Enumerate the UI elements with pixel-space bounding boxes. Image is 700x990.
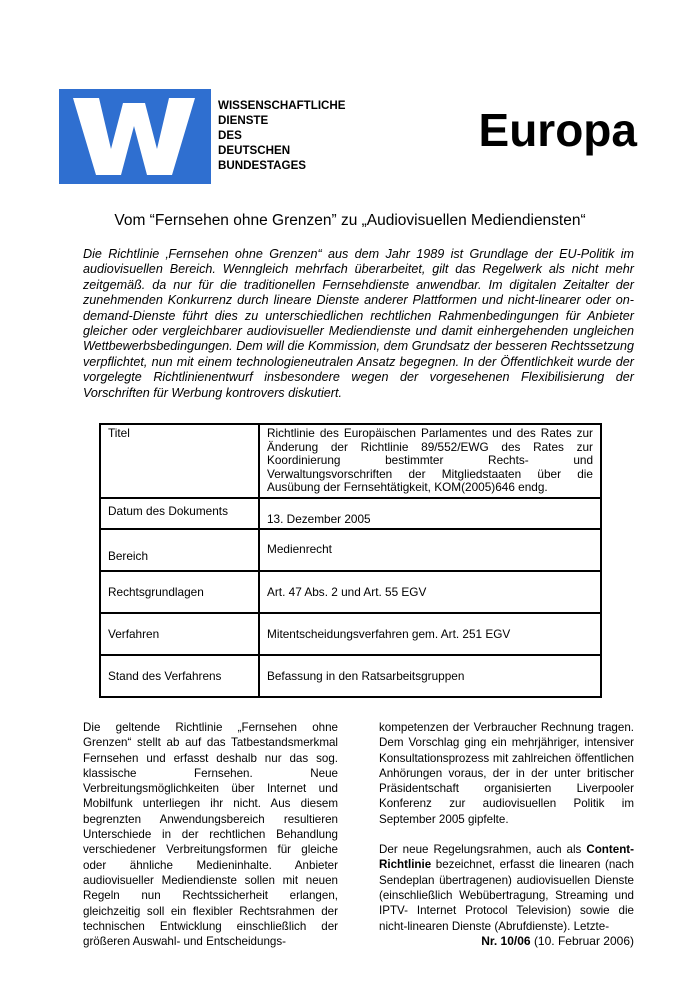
institution-name [218, 98, 346, 173]
row-label: Bereich [100, 529, 259, 571]
row-label: Datum des Dokuments [100, 498, 259, 530]
body-paragraph: Die geltende Richtlinie „Fernsehen ohne Grenzen“ stellt ab auf das Tatbestandsmerkmal Fernsehen und erfasst deshalb nur das sog. klassische Fernsehen. Neue Verbreitungsmöglichkeiten über Internet und Mobilfunk unterliegen ihr nicht. Aus diesem begrenzten Anwendungsbereich resultieren Unterschiede in der rechtlichen Behandlung verschiedener Verbreitungsformen für gleiche oder ähnliche Medieninhalte. Anbieter audiovisueller Mediendienste sollen mit neuen Regeln nun Rechtssicherheit erlangen, gleichzeitig soll ein flexibler Rechtsrahmen der technischen Entwicklung einschließlich der größeren Auswahl- und Entscheidungs- [83, 721, 338, 949]
paragraph-text: bezeichnet, erfasst die linearen (nach Sendeplan übertragenen) audiovisuellen Dienste (einschließlich Webübertragung, Streaming und IPTV- Internet Protocol Television) sowie die nicht-linearen Dienste (Abrufdienste). Letzte- [379, 858, 634, 933]
row-label: Stand des Verfahrens [100, 655, 259, 697]
table-row [100, 655, 601, 697]
body-column-right [379, 720, 634, 934]
issue-number: Nr. 10/06 [481, 934, 531, 948]
body-paragraph: kompetenzen der Verbraucher Rechnung tragen. Dem Vorschlag ging ein mehrjähriger, intensiver Konsultationsprozess mit zahlreichen öffentlichen Anhörungen voraus, der in der unter britischer Präsidentschaft organisierten Liverpooler Konferenz zur audiovisuellen Politik im September 2005 gipfelte. [379, 721, 634, 826]
abstract: Die Richtlinie ‚Fernsehen ohne Grenzen“ aus dem Jahr 1989 ist Grundlage der EU-Politik im audiovisuellen Bereich. Wenngleich mehrfach überarbeitet, gilt das Regelwerk als nicht mehr zeitgemäß. da nur für die traditionellen Fernsehdienste anwendbar. Im digitalen Zeitalter der zunehmenden Konkurrenz durch lineare Dienste anderer Plattformen und nicht-linearer oder on-demand-Dienste führt dies zu unterschiedlichen rechtlichen Rahmenbedingungen für Anbieter gleicher oder vergleichbarer audiovisueller Mediendienste und damit einhergehenden ungleichen Wettbewerbsbedingungen. Dem will die Kommission, dem Grundsatz der besseren Rechtssetzung verpflichtet, nun mit einem technologieneutralen Ansatz begegnen. In der Öffentlichkeit wurde der vorgelegte Richtlinienentwurf insbesondere wegen der vorgesehenen Flexibilisierung der Vorschriften für Werbung kontrovers diskutiert. [83, 247, 634, 400]
row-value: 13. Dezember 2005 [259, 498, 601, 530]
table-row [100, 613, 601, 655]
table-row [100, 424, 601, 498]
w-logo-icon [59, 89, 211, 184]
row-value: Medienrecht [259, 529, 601, 571]
content-richtlinie-term: Content-Richtlinie [379, 843, 634, 872]
table-row [100, 529, 601, 571]
row-value: Mitentscheidungsverfahren gem. Art. 251 EGV [259, 613, 601, 655]
body-column-left [83, 720, 338, 949]
logo [59, 89, 211, 184]
paragraph-text: Der neue Regelungsrahmen, auch als [379, 843, 587, 857]
issue-date: (10. Februar 2006) [533, 934, 634, 948]
body-paragraph [379, 842, 634, 934]
row-value: Befassung in den Ratsarbeitsgruppen [259, 655, 601, 697]
series-title: Europa [478, 104, 637, 156]
row-value: Richtlinie des Europäischen Parlamentes und des Rates zur Änderung der Richtlinie 89/552/EWG des Rates zur Koordinierung bestimmter Rechts- und Verwaltungsvorschriften der Mitgliedstaaten über die Ausübung der Fernsehtätigkeit, KOM(2005)646 endg. [259, 424, 601, 498]
row-value: Art. 47 Abs. 2 und Art. 55 EGV [259, 571, 601, 613]
institution-line: DEUTSCHEN [218, 144, 291, 157]
table-row [100, 571, 601, 613]
row-label: Titel [100, 424, 259, 498]
institution-line: WISSENSCHAFTLICHE [218, 99, 346, 112]
institution-line: DES [218, 129, 242, 142]
row-label: Verfahren [100, 613, 259, 655]
footer [481, 934, 634, 948]
table-row [100, 498, 601, 530]
row-label: Rechtsgrundlagen [100, 571, 259, 613]
info-table [99, 423, 602, 698]
institution-line: DIENSTE [218, 114, 269, 127]
document-title: Vom “Fernsehen ohne Grenzen” zu „Audiovisuellen Mediendiensten“ [114, 212, 586, 229]
institution-line: BUNDESTAGES [218, 159, 307, 172]
